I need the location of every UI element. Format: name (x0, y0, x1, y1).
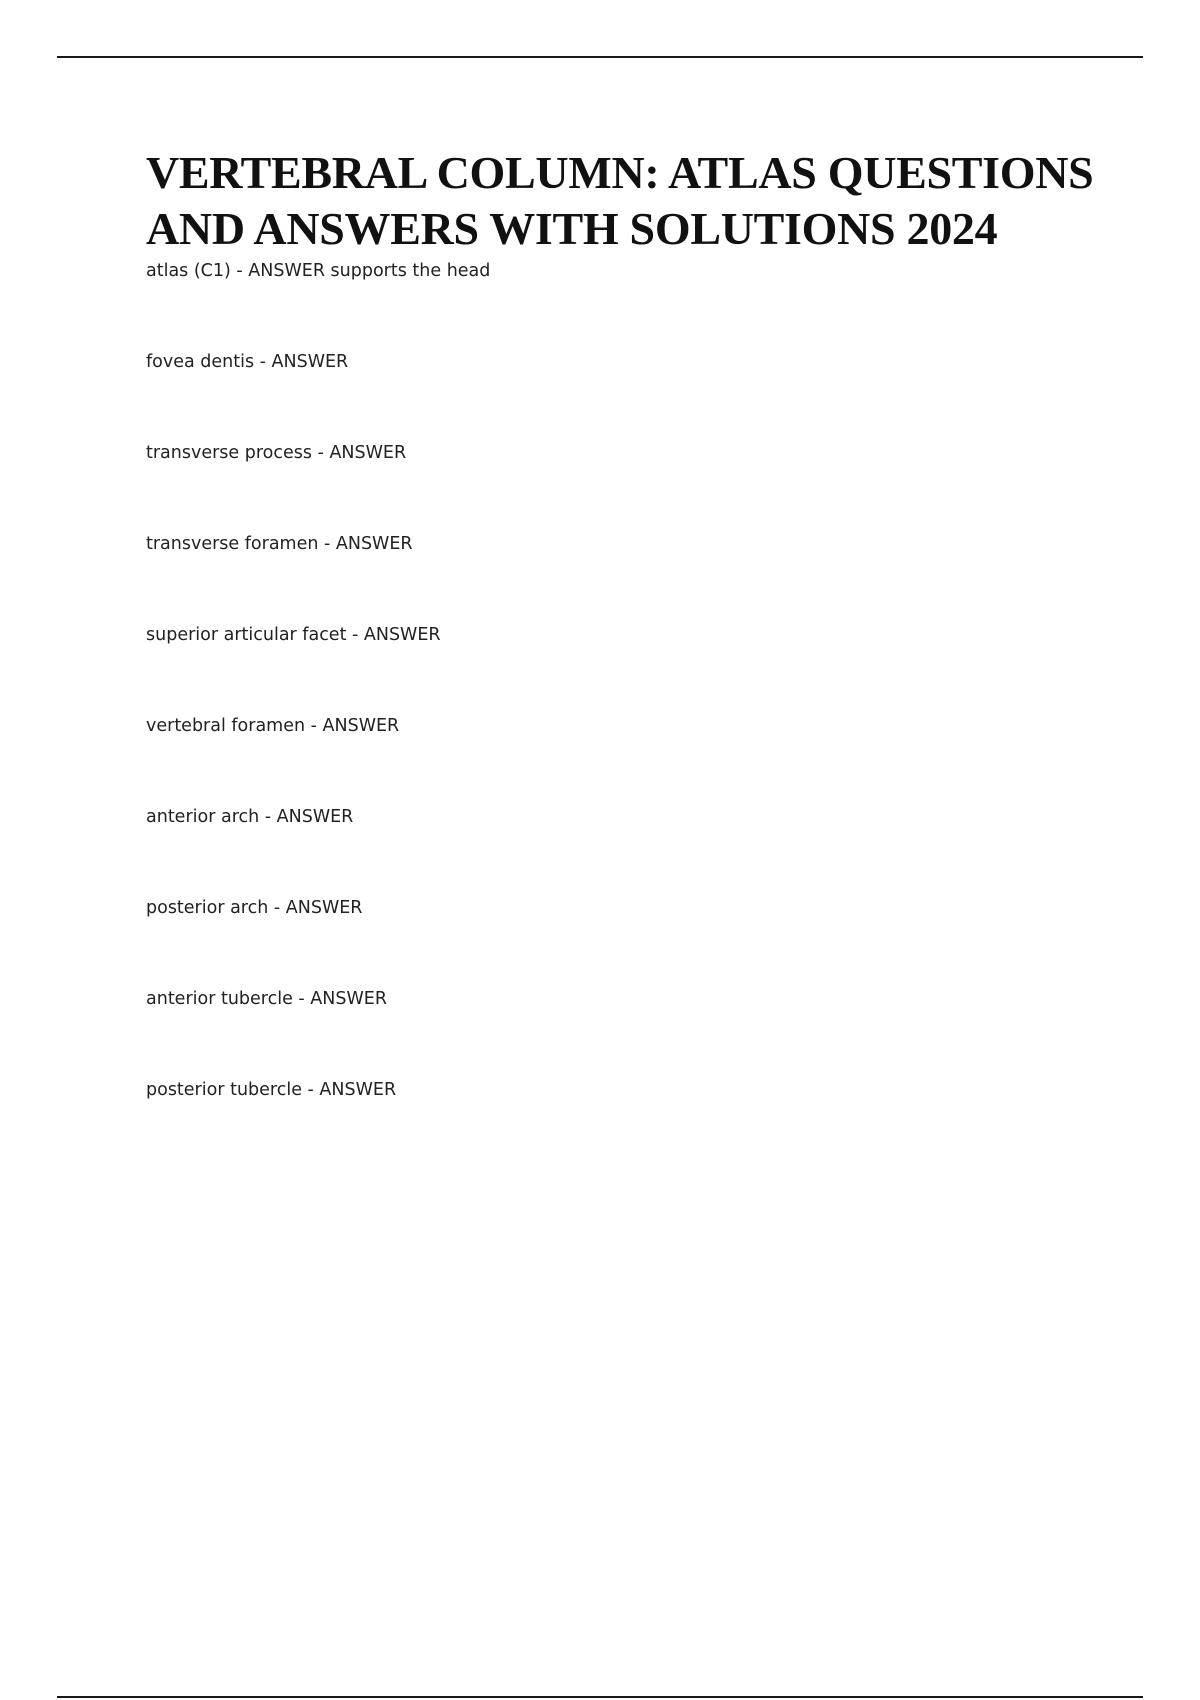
qa-list (146, 259, 1096, 1102)
qa-item-superior-articular-facet: superior articular facet - ANSWER (146, 625, 441, 645)
header-divider (57, 56, 1143, 58)
qa-item-posterior-arch: posterior arch - ANSWER (146, 898, 363, 918)
qa-item-posterior-tubercle: posterior tubercle - ANSWER (146, 1080, 397, 1100)
qa-item-vertebral-foramen: vertebral foramen - ANSWER (146, 716, 400, 736)
qa-item-transverse-process: transverse process - ANSWER (146, 443, 407, 463)
qa-item-anterior-arch: anterior arch - ANSWER (146, 807, 354, 827)
footer-divider (57, 1696, 1143, 1698)
document-body (146, 145, 1096, 1169)
qa-item-anterior-tubercle: anterior tubercle - ANSWER (146, 989, 387, 1009)
qa-item-atlas: atlas (C1) - ANSWER supports the head (146, 261, 491, 281)
qa-item-fovea-dentis: fovea dentis - ANSWER (146, 352, 349, 372)
document-title: VERTEBRAL COLUMN: ATLAS QUESTIONS AND ANSWERS WITH SOLUTIONS 2024 (146, 147, 1094, 254)
qa-item-transverse-foramen: transverse foramen - ANSWER (146, 534, 413, 554)
